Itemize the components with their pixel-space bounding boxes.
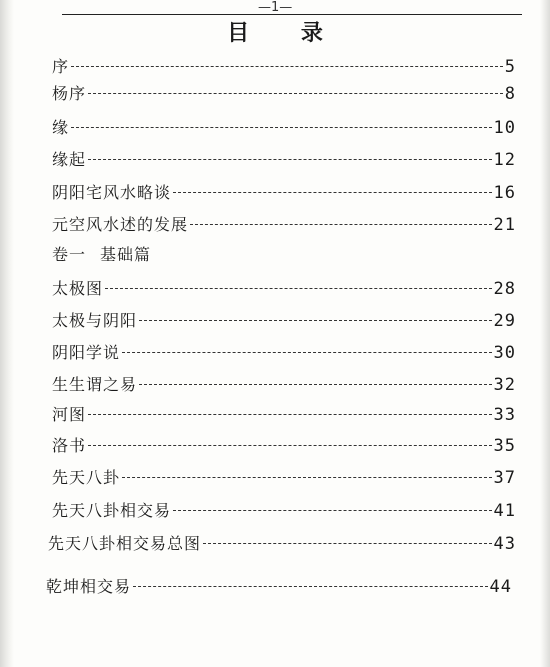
toc-row[interactable] [52,340,516,364]
dot-leader [71,66,503,67]
toc-page-number: 43 [493,534,516,554]
toc-row[interactable] [52,372,516,396]
dot-leader [88,159,492,160]
dot-leader [173,192,492,193]
header-rule [62,14,522,15]
toc-label: 先天八卦相交易总图 [48,534,202,553]
toc-label: 河图 [52,405,87,424]
toc-label: 杨序 [52,84,87,103]
dot-leader [190,224,492,225]
toc-row[interactable] [52,180,516,204]
toc-page-number: 10 [493,118,516,138]
toc-page-number: 37 [493,468,516,488]
dot-leader [173,510,492,511]
toc-page-number: 44 [489,577,512,597]
toc-label: 洛书 [52,436,87,455]
toc-row[interactable] [52,147,516,171]
toc-row[interactable] [48,531,516,555]
toc-row[interactable] [52,498,516,522]
toc-label: 先天八卦 [52,468,121,487]
toc-row[interactable] [52,465,516,489]
toc-page-number: 29 [493,311,516,331]
dot-leader [88,93,503,94]
toc-row[interactable] [52,81,516,105]
toc-label: 阴阳学说 [52,343,121,362]
section-name: 基础篇 [100,245,152,264]
toc-label: 太极与阴阳 [52,311,138,330]
toc-row[interactable] [46,574,512,598]
section-heading [52,242,151,265]
dot-leader [139,384,492,385]
dot-leader [88,414,492,415]
toc-row[interactable] [52,115,516,139]
section-part: 卷一 [52,245,87,264]
toc-row[interactable] [52,276,516,300]
toc-row[interactable] [52,212,516,236]
page-shadow-right [540,0,550,667]
dot-leader [105,288,492,289]
toc-page-number: 21 [493,215,516,235]
page-shadow-left [0,0,14,667]
toc-page-number: 33 [493,405,516,425]
page-title: 目 录 [227,21,345,46]
dot-leader [122,352,492,353]
toc-page-number: 16 [493,183,516,203]
toc-page-number: 41 [493,501,516,521]
toc-page-number: 5 [504,57,516,77]
dot-leader [133,586,488,587]
top-page-marker: —1— [258,0,293,15]
toc-label: 乾坤相交易 [46,577,132,596]
dot-leader [122,477,492,478]
toc-label: 序 [52,57,70,76]
toc-label: 太极图 [52,279,104,298]
toc-page-number: 30 [493,343,516,363]
toc-page-number: 12 [493,150,516,170]
dot-leader [203,543,492,544]
toc-row[interactable] [52,308,516,332]
toc-page-number: 8 [504,84,516,104]
toc-label: 缘起 [52,150,87,169]
toc-page-number: 32 [493,375,516,395]
dot-leader [88,445,492,446]
toc-page-number: 35 [493,436,516,456]
toc-label: 生生谓之易 [52,375,138,394]
toc-label: 缘 [52,118,70,137]
toc-row[interactable] [52,433,516,457]
toc-label: 元空风水述的发展 [52,215,189,234]
dot-leader [139,320,492,321]
toc-row[interactable] [52,54,516,78]
toc-row[interactable] [52,402,516,426]
toc-label: 先天八卦相交易 [52,501,172,520]
toc-page-number: 28 [493,279,516,299]
toc-label: 阴阳宅风水略谈 [52,183,172,202]
dot-leader [71,127,492,128]
